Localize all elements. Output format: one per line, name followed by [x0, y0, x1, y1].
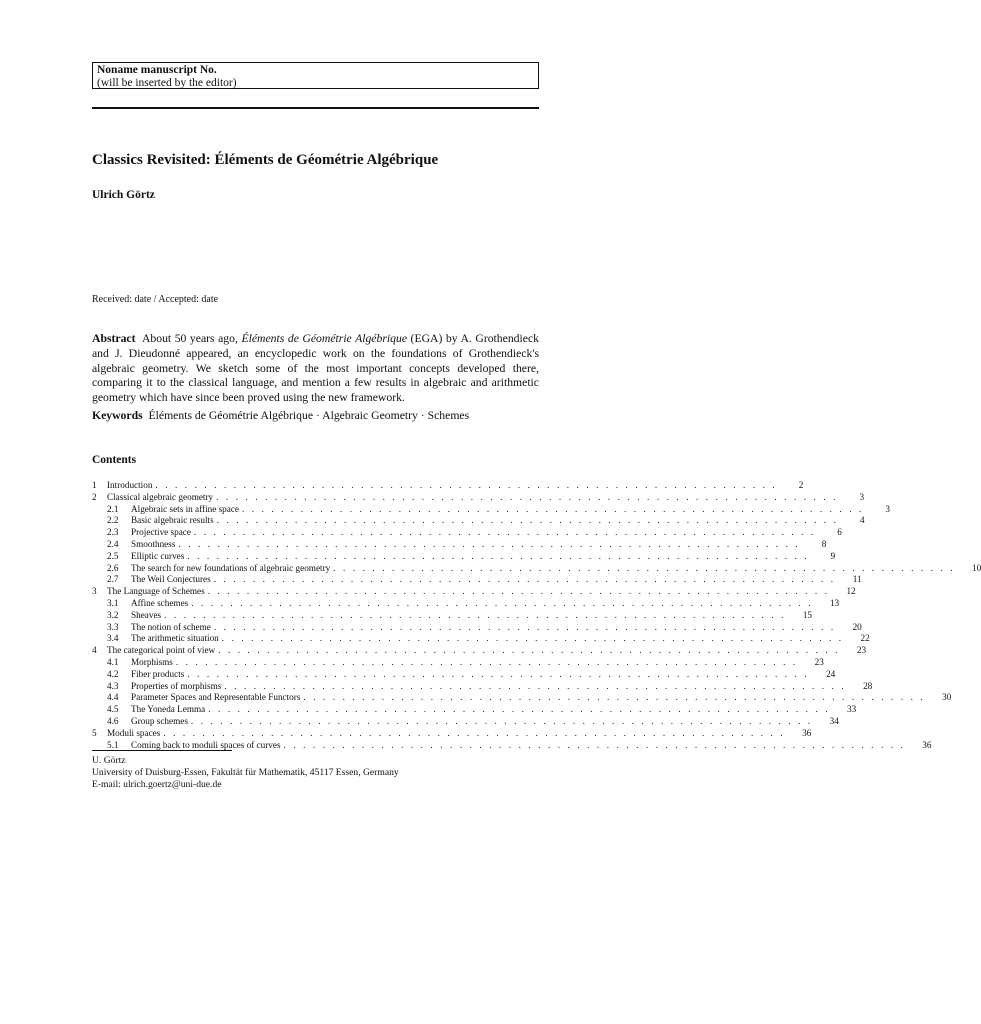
toc-entry-page: 23 [840, 645, 866, 657]
toc-entry [92, 562, 981, 575]
toc-entry-page: 8 [800, 539, 826, 551]
toc-entry-number: 4.2 [107, 668, 119, 679]
toc-entry-number: 1 [92, 480, 97, 490]
toc-dot-leader: . . . . . . . . . . . . . . . . . . . . . . . . . . . . . . . . . . . . . . . . . . . . . . . . . . . . . . . . . . . . . . . . [193, 527, 816, 538]
toc-dot-leader: . . . . . . . . . . . . . . . . . . . . . . . . . . . . . . . . . . . . . . . . . . . . . . . . . . . . . . . . . . . . . . . . [216, 491, 839, 502]
abstract [92, 332, 539, 406]
toc-entry [92, 727, 812, 740]
toc-entry [92, 515, 865, 527]
affiliation [92, 755, 399, 790]
toc-entry-title: Elliptic curves [131, 551, 187, 563]
toc-dot-leader: . . . . . . . . . . . . . . . . . . . . . . . . . . . . . . . . . . . . . . . . . . . . . . . . . . . . . . . . . . . . . . . . [242, 503, 864, 514]
toc-entry-number: 5 [92, 727, 97, 738]
toc-entry-title: The arithmetic situation [131, 633, 222, 645]
toc-entry-page: 36 [905, 740, 931, 752]
toc-entry-page: 2 [777, 480, 803, 492]
toc-entry-number: 2.7 [107, 574, 119, 585]
toc-entry-page: 4 [839, 515, 865, 527]
contents-heading: Contents [92, 454, 137, 466]
toc-dot-leader: . . . . . . . . . . . . . . . . . . . . . . . . . . . . . . . . . . . . . . . . . . . . . . . . . . . . . . . . . . . . . . . . [303, 692, 926, 703]
table-of-contents [92, 480, 981, 751]
toc-entry-title: Basic algebraic results [131, 515, 217, 527]
toc-entry-page: 9 [809, 551, 835, 563]
toc-dot-leader: . . . . . . . . . . . . . . . . . . . . . . . . . . . . . . . . . . . . . . . . . . . . . . . . . . . . . . . . . . . . . . . . [175, 656, 798, 667]
toc-entry-page: 24 [809, 669, 835, 681]
toc-entry-number: 2 [92, 491, 97, 502]
toc-entry-page: 13 [813, 598, 839, 610]
toc-entry [92, 633, 870, 645]
toc-entry-title: Projective space [131, 527, 194, 539]
toc-entry-title: Sheaves [131, 610, 164, 622]
toc-entry [92, 597, 840, 610]
toc-dot-leader: . . . . . . . . . . . . . . . . . . . . . . . . . . . . . . . . . . . . . . . . . . . . . . . . . . . . . . . . . . . . . . . . [191, 597, 814, 608]
toc-entry-page: 34 [813, 716, 839, 728]
toc-entry-page: 15 [786, 610, 812, 622]
toc-entry [92, 527, 842, 539]
toc-entry-title: Affine schemes [131, 598, 191, 610]
manuscript-box [92, 62, 539, 89]
abstract-heading: Abstract [92, 332, 136, 345]
toc-dot-leader: . . . . . . . . . . . . . . . . . . . . . . . . . . . . . . . . . . . . . . . . . . . . . . . . . . . . . . . . . . . . . . . . [208, 704, 831, 715]
toc-dot-leader: . . . . . . . . . . . . . . . . . . . . . . . . . . . . . . . . . . . . . . . . . . . . . . . . . . . . . . . . . . . . . . . . [155, 480, 778, 490]
toc-entry-title: The categorical point of view [107, 645, 218, 657]
affiliation-email: E-mail: ulrich.goertz@uni-due.de [92, 778, 222, 790]
toc-entry-number: 4.6 [107, 715, 119, 726]
toc-entry-page: 30 [925, 692, 951, 704]
toc-entry-page: 22 [844, 633, 870, 645]
toc-entry-title: Algebraic sets in affine space [131, 504, 242, 516]
toc-entry-number: 5.1 [107, 739, 119, 750]
toc-entry [92, 586, 856, 598]
toc-dot-leader: . . . . . . . . . . . . . . . . . . . . . . . . . . . . . . . . . . . . . . . . . . . . . . . . . . . . . . . . . . . . . . . . [224, 680, 847, 691]
toc-entry-title: Introduction [107, 480, 155, 492]
manuscript-label: Noname manuscript No. [97, 64, 217, 76]
paper-author: Ulrich Görtz [92, 189, 155, 201]
toc-entry [92, 645, 867, 657]
toc-entry-page: 3 [838, 492, 864, 504]
toc-entry [92, 480, 804, 492]
toc-entry-page: 23 [798, 657, 824, 669]
toc-entry-number: 3.3 [107, 621, 119, 632]
toc-entry-number: 2.6 [107, 562, 119, 573]
toc-entry-page: 3 [864, 504, 890, 516]
toc-entry-number: 2.5 [107, 550, 119, 561]
paper-page [92, 62, 981, 790]
toc-entry [92, 704, 857, 716]
header-rule [92, 107, 539, 109]
toc-entry [92, 503, 890, 516]
toc-dot-leader: . . . . . . . . . . . . . . . . . . . . . . . . . . . . . . . . . . . . . . . . . . . . . . . . . . . . . . . . . . . . . . . . [213, 574, 836, 585]
toc-entry-page: 10 [955, 563, 981, 575]
toc-entry [92, 609, 813, 622]
toc-entry-number: 4.4 [107, 692, 119, 703]
abstract-text-rest: (EGA) by A. Grothendieck and J. Dieudonné appeared, an encyclopedic work on the foundations of Grothendieck's algebraic geometry. We sketch some of the most important concepts developed there, comparing it to the classical language, and mention a few results in algebraic and arithmetic geometry which have since been proved using the new framework. [92, 332, 539, 405]
toc-entry-title: Parameter Spaces and Representable Functors [131, 692, 303, 704]
toc-entry-title: The Yoneda Lemma [131, 704, 208, 716]
toc-entry [92, 621, 862, 634]
toc-entry [92, 668, 836, 681]
toc-dot-leader: . . . . . . . . . . . . . . . . . . . . . . . . . . . . . . . . . . . . . . . . . . . . . . . . . . . . . . . . . . . . . . . . [187, 668, 810, 679]
toc-entry [92, 491, 865, 504]
toc-entry-number: 3.2 [107, 609, 119, 620]
toc-entry-title: The notion of scheme [131, 622, 214, 634]
toc-entry-number: 2.4 [107, 538, 119, 549]
toc-entry-title: Moduli spaces [107, 728, 163, 740]
toc-entry [92, 538, 827, 551]
toc-dot-leader: . . . . . . . . . . . . . . . . . . . . . . . . . . . . . . . . . . . . . . . . . . . . . . . . . . . . . . . . . . . . . . . . [283, 739, 906, 750]
toc-entry-number: 4 [92, 645, 97, 656]
toc-entry-page: 20 [836, 622, 862, 634]
toc-entry-title: Fiber products [131, 669, 187, 681]
toc-entry-title: Group schemes [131, 716, 191, 728]
keywords-text: Éléments de Géométrie Algébrique · Algebraic Geometry · Schemes [148, 409, 470, 422]
toc-entry-page: 33 [830, 704, 856, 716]
toc-entry [92, 574, 862, 586]
toc-dot-leader: . . . . . . . . . . . . . . . . . . . . . . . . . . . . . . . . . . . . . . . . . . . . . . . . . . . . . . . . . . . . . . . . [213, 621, 836, 632]
keywords [92, 409, 539, 424]
toc-dot-leader: . . . . . . . . . . . . . . . . . . . . . . . . . . . . . . . . . . . . . . . . . . . . . . . . . . . . . . . . . . . . . . . . [163, 727, 786, 738]
toc-entry-number: 2.2 [107, 515, 119, 526]
toc-entry-title: The Weil Conjectures [131, 574, 214, 586]
toc-entry [92, 692, 952, 704]
toc-entry-number: 3 [92, 586, 97, 597]
toc-entry-title: Morphisms [131, 657, 176, 669]
toc-dot-leader: . . . . . . . . . . . . . . . . . . . . . . . . . . . . . . . . . . . . . . . . . . . . . . . . . . . . . . . . . . . . . . . . [218, 645, 841, 656]
keywords-heading: Keywords [92, 409, 143, 422]
footnote-rule [92, 750, 232, 751]
toc-dot-leader: . . . . . . . . . . . . . . . . . . . . . . . . . . . . . . . . . . . . . . . . . . . . . . . . . . . . . . . . . . . . . . . . [207, 586, 830, 597]
toc-entry-number: 4.5 [107, 704, 119, 715]
toc-entry-number: 4.1 [107, 656, 119, 667]
received-line: Received: date / Accepted: date [92, 294, 219, 305]
toc-entry-title: Properties of morphisms [131, 681, 224, 693]
toc-entry-number: 4.3 [107, 680, 119, 691]
toc-entry [92, 680, 873, 693]
toc-entry-page: 12 [830, 586, 856, 598]
affiliation-name: U. Görtz [92, 755, 126, 766]
paper-title: Classics Revisited: Éléments de Géométrie Algébrique [92, 152, 439, 168]
toc-entry-title: The Language of Schemes [107, 586, 208, 598]
toc-dot-leader: . . . . . . . . . . . . . . . . . . . . . . . . . . . . . . . . . . . . . . . . . . . . . . . . . . . . . . . . . . . . . . . . [178, 538, 801, 549]
toc-entry [92, 715, 839, 728]
toc-entry-number: 2.1 [107, 503, 119, 514]
toc-entry-number: 2.3 [107, 527, 119, 538]
toc-entry [92, 550, 836, 563]
toc-dot-leader: . . . . . . . . . . . . . . . . . . . . . . . . . . . . . . . . . . . . . . . . . . . . . . . . . . . . . . . . . . . . . . . . [221, 633, 844, 644]
toc-dot-leader: . . . . . . . . . . . . . . . . . . . . . . . . . . . . . . . . . . . . . . . . . . . . . . . . . . . . . . . . . . . . . . . . [187, 550, 810, 561]
toc-entry-title: Smoothness [131, 539, 178, 551]
toc-entry-page: 36 [785, 728, 811, 740]
toc-entry-number: 3.1 [107, 597, 119, 608]
toc-dot-leader: . . . . . . . . . . . . . . . . . . . . . . . . . . . . . . . . . . . . . . . . . . . . . . . . . . . . . . . . . . . . . . . . [164, 609, 787, 620]
toc-entry-title: Coming back to moduli spaces of curves [131, 740, 284, 752]
toc-entry-page: 6 [816, 527, 842, 539]
toc-entry [92, 656, 824, 669]
toc-entry-title: The search for new foundations of algebraic geometry [131, 563, 333, 575]
toc-dot-leader: . . . . . . . . . . . . . . . . . . . . . . . . . . . . . . . . . . . . . . . . . . . . . . . . . . . . . . . . . . . . . . . . [333, 562, 956, 573]
toc-entry-title: Classical algebraic geometry [107, 492, 216, 504]
affiliation-institution: University of Duisburg-Essen, Fakultät für Mathematik, 45117 Essen, Germany [92, 766, 399, 778]
toc-entry-number: 3.4 [107, 633, 119, 644]
manuscript-note: (will be inserted by the editor) [97, 76, 237, 89]
toc-entry-page: 28 [846, 681, 872, 693]
abstract-text-start: About 50 years ago, [141, 332, 242, 345]
toc-dot-leader: . . . . . . . . . . . . . . . . . . . . . . . . . . . . . . . . . . . . . . . . . . . . . . . . . . . . . . . . . . . . . . . . [190, 715, 813, 726]
toc-entry-page: 11 [836, 574, 862, 586]
abstract-italic-title: Éléments de Géométrie Algébrique [241, 332, 408, 345]
toc-dot-leader: . . . . . . . . . . . . . . . . . . . . . . . . . . . . . . . . . . . . . . . . . . . . . . . . . . . . . . . . . . . . . . . . [216, 515, 839, 526]
